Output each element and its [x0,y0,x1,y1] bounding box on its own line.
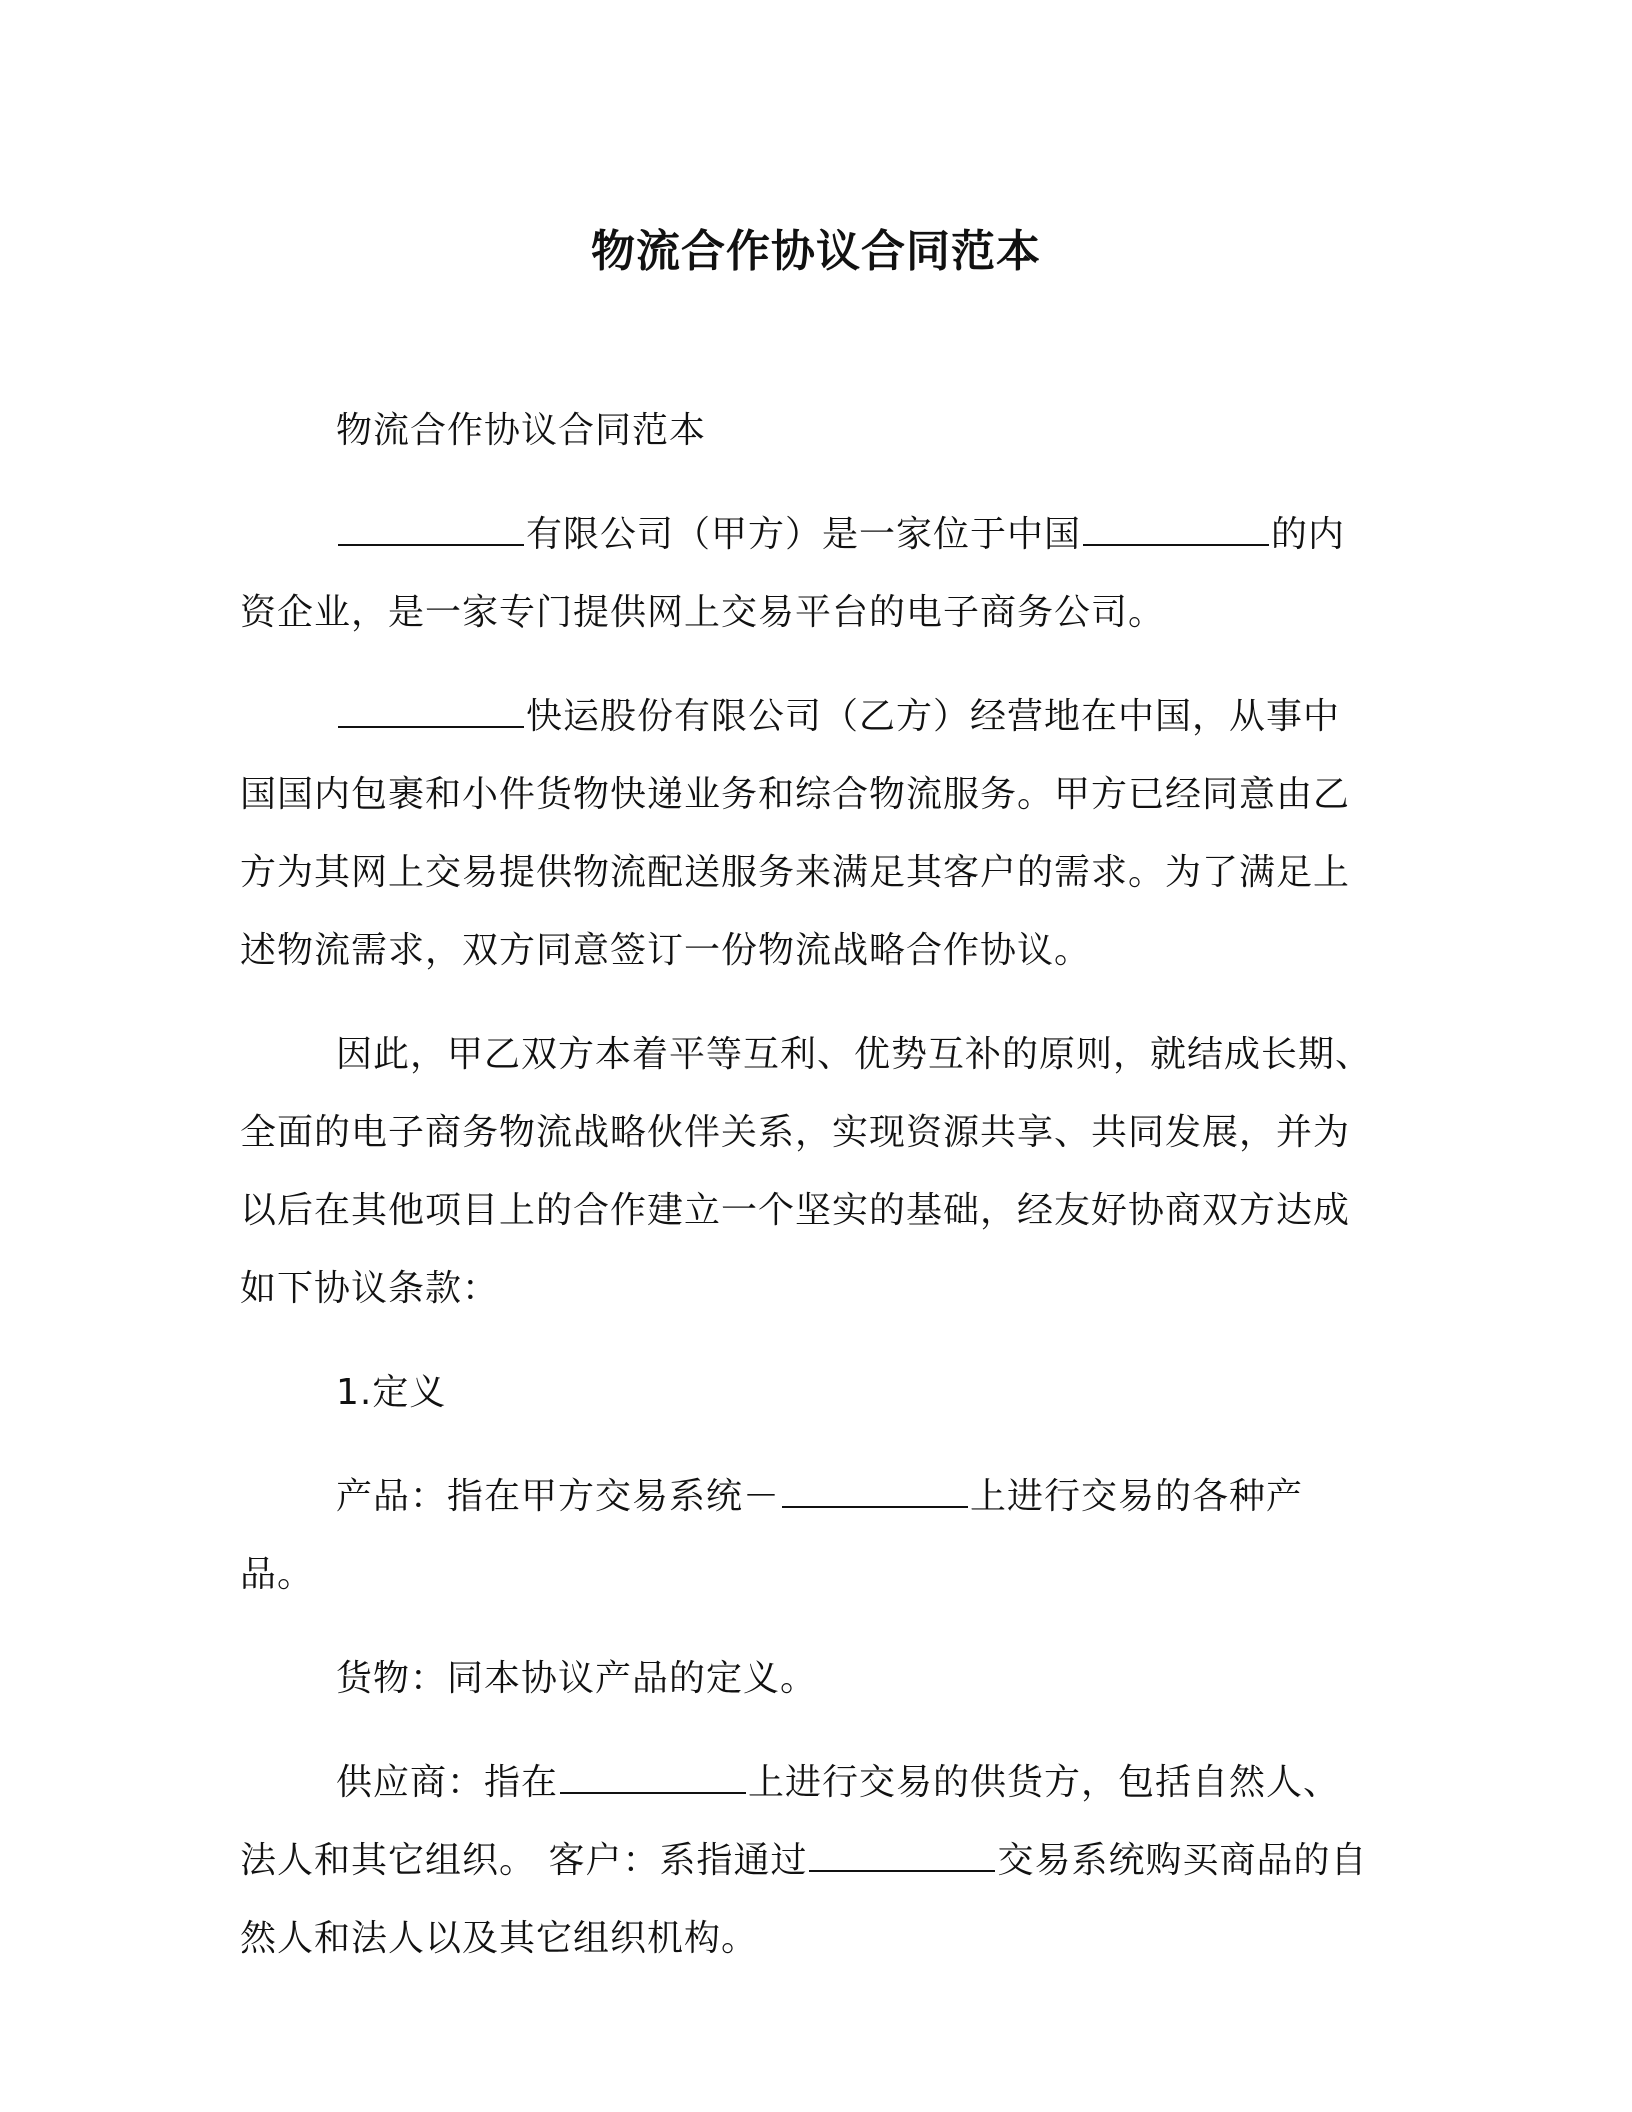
blank-line [809,1869,995,1872]
section-heading-text: 1.定义 [336,1372,447,1413]
principles-text: 因此，甲乙双方本着平等互利、优势互补的原则，就结成长期、全面的电子商务物流战略伙伴关系，实现资源共享、共同发展，并为以后在其他项目上的合作建立一个坚实的基础，经友好协商双方达成如下协议条款： [240,1034,1373,1309]
definition-product-text-1: 产品：指在甲方交易系统－ [336,1476,781,1517]
subtitle-text: 物流合作协议合同范本 [336,410,707,451]
blank-line [560,1791,746,1794]
party-b-text: 快运股份有限公司（乙方）经营地在中国，从事中国国内包裹和小件货物快递业务和综合物流服务。甲方已经同意由乙方为其网上交易提供物流配送服务来满足其客户的需求。为了满足上述物流需求，双方同意签订一份物流战略合作协议。 [240,696,1351,971]
definition-product-text-2: 上进行交易的各种产品。 [240,1476,1304,1595]
subtitle-paragraph [240,392,1372,470]
blank-line [1083,543,1269,546]
definition-supplier-text-3: 交易系统购买商品的自然人和法人以及其它组织机构。 [240,1840,1368,1959]
party-a-text-2: 的内资企业，是一家专门提供网上交易平台的电子商务公司。 [240,514,1346,633]
definition-goods [240,1640,1372,1718]
party-a-text-1: 有限公司（甲方）是一家位于中国 [526,514,1082,555]
blank-line [338,725,524,728]
definition-supplier [240,1744,1372,1978]
blank-line [338,543,524,546]
party-a-paragraph [240,496,1372,652]
definition-supplier-text-2: 上进行交易的供货方，包括自然人、法人和其它组织。 客户：系指通过 [240,1762,1341,1881]
document-title: 物流合作协议合同范本 [591,226,1041,277]
blank-line [782,1505,968,1508]
document-body [240,392,1372,2004]
definition-supplier-text-1: 供应商：指在 [336,1762,559,1803]
principles-paragraph [240,1016,1372,1328]
section-heading [240,1354,1372,1432]
definition-goods-text: 货物：同本协议产品的定义。 [336,1658,818,1699]
party-b-paragraph [240,678,1372,990]
definition-product [240,1458,1372,1614]
